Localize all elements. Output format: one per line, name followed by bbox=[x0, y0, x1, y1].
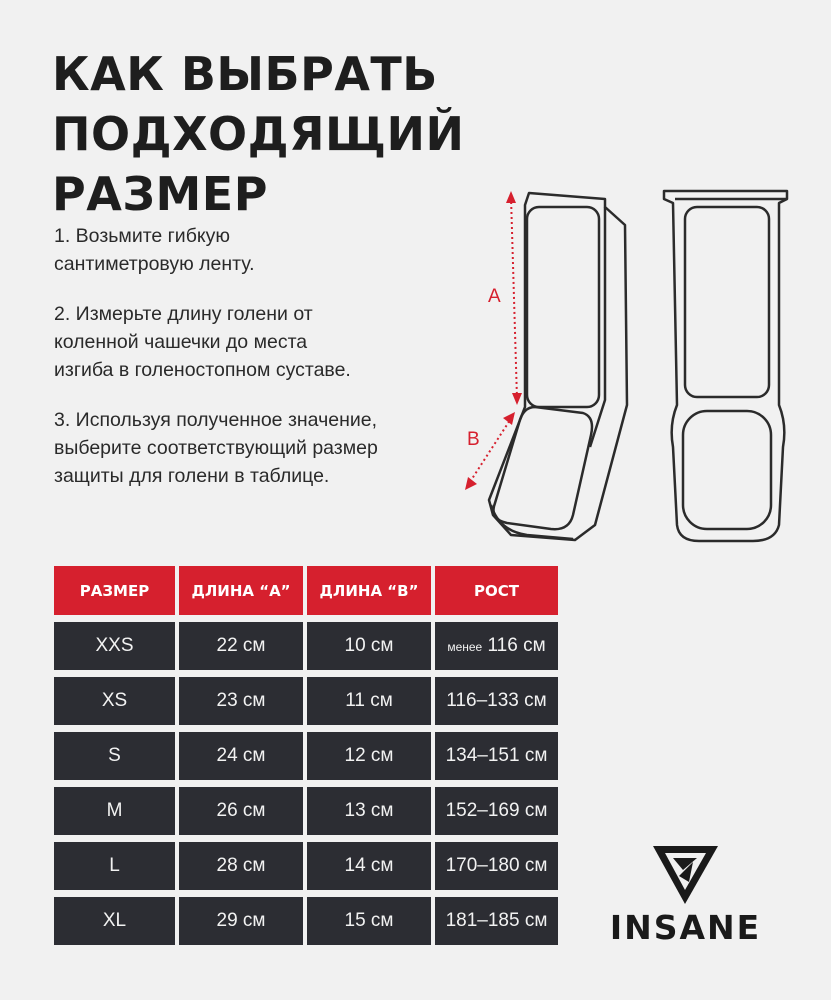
cell-length-a: 26 см bbox=[179, 787, 303, 835]
height-value: 116 см bbox=[487, 635, 546, 656]
insane-logo-icon bbox=[593, 840, 778, 908]
label-b: B bbox=[467, 429, 480, 450]
title-line-1: КАК ВЫБРАТЬ bbox=[52, 47, 438, 101]
instructions bbox=[54, 222, 444, 512]
cell-size: XL bbox=[54, 897, 175, 945]
step-2: 2. Измерьте длину голени от коленной чашечки до места изгиба в голеностопном суставе. bbox=[54, 303, 351, 381]
cell-length-b: 10 см bbox=[307, 622, 431, 670]
cell-length-a: 22 см bbox=[179, 622, 303, 670]
table-row bbox=[54, 787, 558, 835]
cell-length-a: 23 см bbox=[179, 677, 303, 725]
cell-height: 181–185 см bbox=[435, 897, 558, 945]
cell-length-b: 14 см bbox=[307, 842, 431, 890]
header-height: РОСТ bbox=[435, 566, 558, 615]
height-prefix: менее bbox=[447, 640, 483, 654]
cell-length-b: 12 см bbox=[307, 732, 431, 780]
table-row bbox=[54, 842, 558, 890]
cell-length-a: 28 см bbox=[179, 842, 303, 890]
header-length-b: ДЛИНА “В” bbox=[307, 566, 431, 615]
brand-logo bbox=[593, 840, 778, 952]
cell-size: XS bbox=[54, 677, 175, 725]
table-row bbox=[54, 732, 558, 780]
table-header-row bbox=[54, 566, 558, 615]
cell-height bbox=[435, 622, 558, 670]
table-row bbox=[54, 677, 558, 725]
front-view-guard bbox=[664, 191, 787, 541]
cell-length-b: 11 см bbox=[307, 677, 431, 725]
cell-length-a: 29 см bbox=[179, 897, 303, 945]
cell-height: 152–169 см bbox=[435, 787, 558, 835]
cell-size: XXS bbox=[54, 622, 175, 670]
title-line-2: ПОДХОДЯЩИЙ РАЗМЕР bbox=[52, 107, 465, 221]
cell-height: 134–151 см bbox=[435, 732, 558, 780]
size-table bbox=[50, 559, 562, 952]
cell-size: M bbox=[54, 787, 175, 835]
cell-length-b: 15 см bbox=[307, 897, 431, 945]
step-1: 1. Возьмите гибкую сантиметровую ленту. bbox=[54, 225, 255, 275]
cell-size: S bbox=[54, 732, 175, 780]
cell-height: 116–133 см bbox=[435, 677, 558, 725]
header-length-a: ДЛИНА “А” bbox=[179, 566, 303, 615]
header-size: РАЗМЕР bbox=[54, 566, 175, 615]
brand-name: INSANE bbox=[609, 908, 762, 947]
cell-height: 170–180 см bbox=[435, 842, 558, 890]
table-row bbox=[54, 897, 558, 945]
cell-length-a: 24 см bbox=[179, 732, 303, 780]
label-a: A bbox=[488, 286, 501, 307]
table-row bbox=[54, 622, 558, 670]
side-view-guard bbox=[489, 193, 627, 540]
step-3: 3. Используя полученное значение, выберите соответствующий размер защиты для голени в таблице. bbox=[54, 409, 378, 487]
cell-length-b: 13 см bbox=[307, 787, 431, 835]
shin-guard-illustration bbox=[455, 185, 795, 545]
cell-size: L bbox=[54, 842, 175, 890]
